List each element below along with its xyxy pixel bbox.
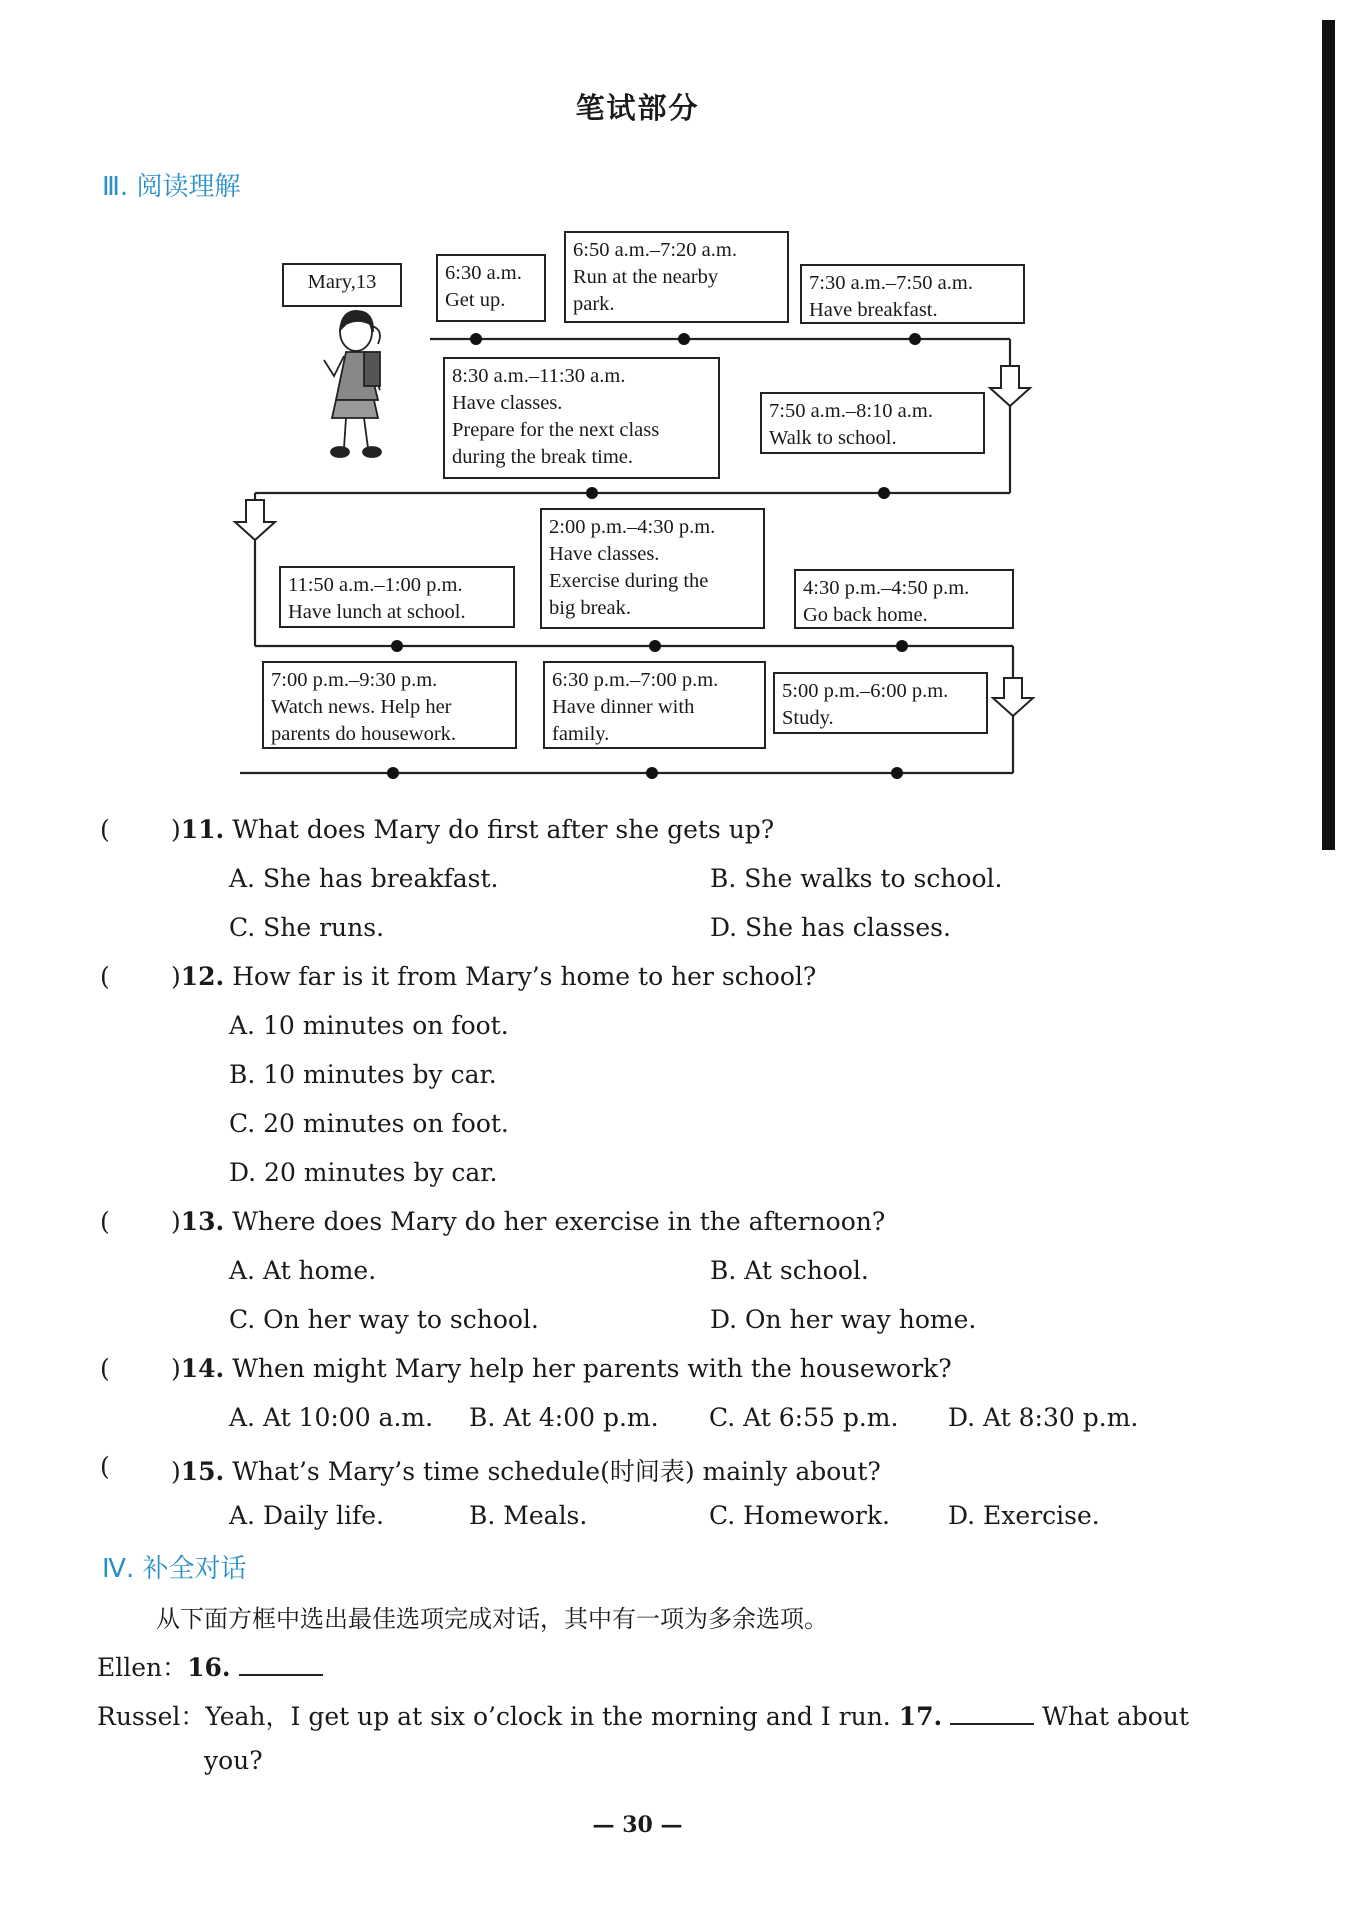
schedule-box: 4:30 p.m.–4:50 p.m. Go back home. (794, 569, 1014, 629)
down-arrow-icon (235, 500, 275, 540)
timeline-dot (391, 640, 403, 652)
question-stem: )15. What’s Mary’s time schedule(时间表) mainly about? (171, 1457, 881, 1486)
option-d: D. Exercise. (948, 1501, 1100, 1530)
answer-paren-open: ( (100, 815, 110, 844)
timeline-dot (896, 640, 908, 652)
schedule-box: 5:00 p.m.–6:00 p.m. Study. (773, 672, 988, 734)
option-c: C. On her way to school. (229, 1305, 539, 1334)
question-stem: )12. How far is it from Mary’s home to her school? (171, 962, 817, 991)
question-stem: )14. When might Mary help her parents with the housework? (171, 1354, 952, 1383)
schedule-box: 8:30 a.m.–11:30 a.m. Have classes. Prepare for the next class during the break time. (443, 357, 720, 479)
answer-paren-open: ( (100, 1452, 110, 1481)
option-b: B. 10 minutes by car. (229, 1060, 497, 1089)
option-b: B. At 4:00 p.m. (469, 1403, 659, 1432)
option-b: B. At school. (710, 1256, 869, 1285)
question-stem: )11. What does Mary do first after she gets up? (171, 815, 775, 844)
schedule-box: 6:30 p.m.–7:00 p.m. Have dinner with family. (543, 661, 766, 749)
option-c: C. Homework. (709, 1501, 890, 1530)
timeline-dot (909, 333, 921, 345)
timeline-dot (878, 487, 890, 499)
option-d: D. 20 minutes by car. (229, 1158, 498, 1187)
down-arrow-icon (993, 678, 1033, 716)
option-c: C. She runs. (229, 913, 385, 942)
schedule-box: 6:30 a.m. Get up. (436, 254, 546, 322)
down-arrow-icon (990, 366, 1030, 406)
option-a: A. Daily life. (229, 1501, 384, 1530)
option-a: A. At home. (229, 1256, 377, 1285)
answer-paren-open: ( (100, 962, 110, 991)
section-reading-heading: Ⅲ. 阅读理解 (102, 172, 241, 202)
dialogue-instruction: 从下面方框中选出最佳选项完成对话，其中有一项为多余选项。 (156, 1605, 828, 1633)
timeline-dot (387, 767, 399, 779)
option-b: B. Meals. (469, 1501, 588, 1530)
schedule-box: 7:50 a.m.–8:10 a.m. Walk to school. (760, 392, 985, 454)
page-title: 笔试部分 (575, 91, 700, 125)
schedule-box: 7:00 p.m.–9:30 p.m. Watch news. Help her parents do housework. (262, 661, 517, 749)
timeline-dot (649, 640, 661, 652)
schedule-box: 7:30 a.m.–7:50 a.m. Have breakfast. (800, 264, 1025, 324)
timeline-dot (891, 767, 903, 779)
schedule-box: 6:50 a.m.–7:20 a.m. Run at the nearby park. (564, 231, 789, 323)
option-b: B. She walks to school. (710, 864, 1003, 893)
question-stem: )13. Where does Mary do her exercise in the afternoon? (171, 1207, 886, 1236)
name-box: Mary,13 (282, 263, 402, 307)
option-d: D. She has classes. (710, 913, 951, 942)
dialogue-line-17: Russel：Yeah，I get up at six o’clock in the morning and I run. 17. What about (97, 1697, 1189, 1733)
option-d: D. On her way home. (710, 1305, 977, 1334)
option-c: C. At 6:55 p.m. (709, 1403, 899, 1432)
dialogue-line-16: Ellen：16. (97, 1648, 323, 1684)
timeline-dot (470, 333, 482, 345)
option-a: A. At 10:00 a.m. (229, 1403, 434, 1432)
blank-17[interactable] (950, 1699, 1034, 1725)
schedule-box: 2:00 p.m.–4:30 p.m. Have classes. Exercise during the big break. (540, 508, 765, 629)
option-c: C. 20 minutes on foot. (229, 1109, 509, 1138)
page-number: — 30 — (592, 1812, 683, 1838)
option-a: A. 10 minutes on foot. (229, 1011, 509, 1040)
timeline-dot (586, 487, 598, 499)
section-dialogue-heading: Ⅳ. 补全对话 (102, 1554, 247, 1584)
girl-figure-icon (324, 311, 381, 457)
option-a: A. She has breakfast. (229, 864, 499, 893)
timeline-dot (678, 333, 690, 345)
answer-paren-open: ( (100, 1354, 110, 1383)
blank-16[interactable] (239, 1650, 323, 1676)
schedule-box: 11:50 a.m.–1:00 p.m. Have lunch at school. (279, 566, 515, 628)
answer-paren-open: ( (100, 1207, 110, 1236)
option-d: D. At 8:30 p.m. (948, 1403, 1139, 1432)
dialogue-line-17-cont: you? (204, 1746, 263, 1775)
timeline-dot (646, 767, 658, 779)
